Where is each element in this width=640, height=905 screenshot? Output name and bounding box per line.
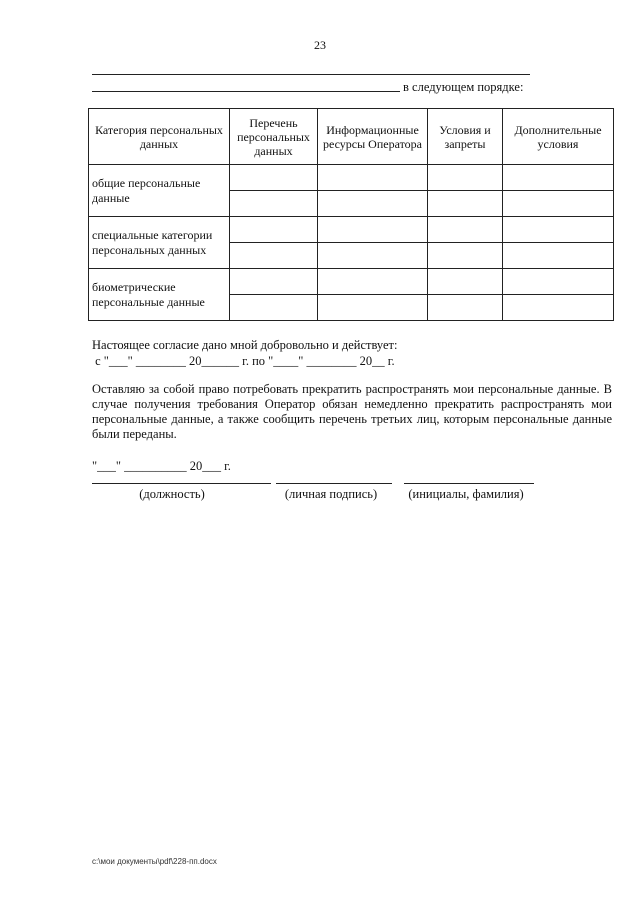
table-cell[interactable] <box>230 243 318 269</box>
page-number: 23 <box>314 38 326 52</box>
consent-period: с "___" ________ 20______ г. по "____" ________ 20__ г. <box>92 354 395 368</box>
table-cell[interactable] <box>428 165 503 191</box>
table-cell[interactable] <box>503 217 614 243</box>
signature-date: "___" __________ 20___ г. <box>92 459 231 473</box>
table-row <box>89 217 614 243</box>
table-cell[interactable] <box>230 269 318 295</box>
category-special: специальные категории персональных данных <box>89 217 230 269</box>
table-cell[interactable] <box>428 295 503 321</box>
table-cell[interactable] <box>503 191 614 217</box>
name-line <box>404 483 534 484</box>
position-label: (должность) <box>139 487 205 501</box>
consent-statement: Настоящее согласие дано мной добровольно и действует: <box>92 338 398 352</box>
category-general: общие персональные данные <box>89 165 230 217</box>
header-conditions: Условия и запреты <box>428 109 503 165</box>
blank-line-1 <box>92 74 530 75</box>
revocation-paragraph: Оставляю за собой право потребовать прекратить распространять мои персональные данные. В случае получения требования Оператор обязан немедленно прекратить распространять мои персональные данные, а также сообщить перечень третьих лиц, которым персональные данные были переданы. <box>92 382 612 441</box>
table-cell[interactable] <box>230 295 318 321</box>
header-additional: Дополнительные условия <box>503 109 614 165</box>
table-cell[interactable] <box>503 165 614 191</box>
table-cell[interactable] <box>230 191 318 217</box>
table-cell[interactable] <box>428 243 503 269</box>
table-cell[interactable] <box>318 191 428 217</box>
table-cell[interactable] <box>428 191 503 217</box>
table-cell[interactable] <box>318 165 428 191</box>
position-line <box>92 483 271 484</box>
table-cell[interactable] <box>318 243 428 269</box>
table-cell[interactable] <box>230 165 318 191</box>
table-cell[interactable] <box>428 269 503 295</box>
order-text: в следующем порядке: <box>403 80 524 94</box>
header-info-resources: Информационные ресурсы Оператора <box>318 109 428 165</box>
table-header-row <box>89 109 614 165</box>
table-cell[interactable] <box>318 295 428 321</box>
signature-line <box>276 483 392 484</box>
category-biometric: биометрические персональные данные <box>89 269 230 321</box>
table-row <box>89 269 614 295</box>
table-cell[interactable] <box>230 217 318 243</box>
consent-table <box>88 108 614 321</box>
signature-label: (личная подпись) <box>284 487 378 501</box>
name-label: (инициалы, фамилия) <box>408 487 524 501</box>
table-cell[interactable] <box>318 217 428 243</box>
table-cell[interactable] <box>503 269 614 295</box>
header-data-list: Перечень персональных данных <box>230 109 318 165</box>
blank-line-2 <box>92 91 400 92</box>
header-category: Категория персональных данных <box>89 109 230 165</box>
table-row <box>89 165 614 191</box>
table-cell[interactable] <box>503 243 614 269</box>
footer-file-path: c:\мои документы\pdf\228-пп.docx <box>92 857 217 866</box>
table-cell[interactable] <box>318 269 428 295</box>
table-cell[interactable] <box>503 295 614 321</box>
table-cell[interactable] <box>428 217 503 243</box>
